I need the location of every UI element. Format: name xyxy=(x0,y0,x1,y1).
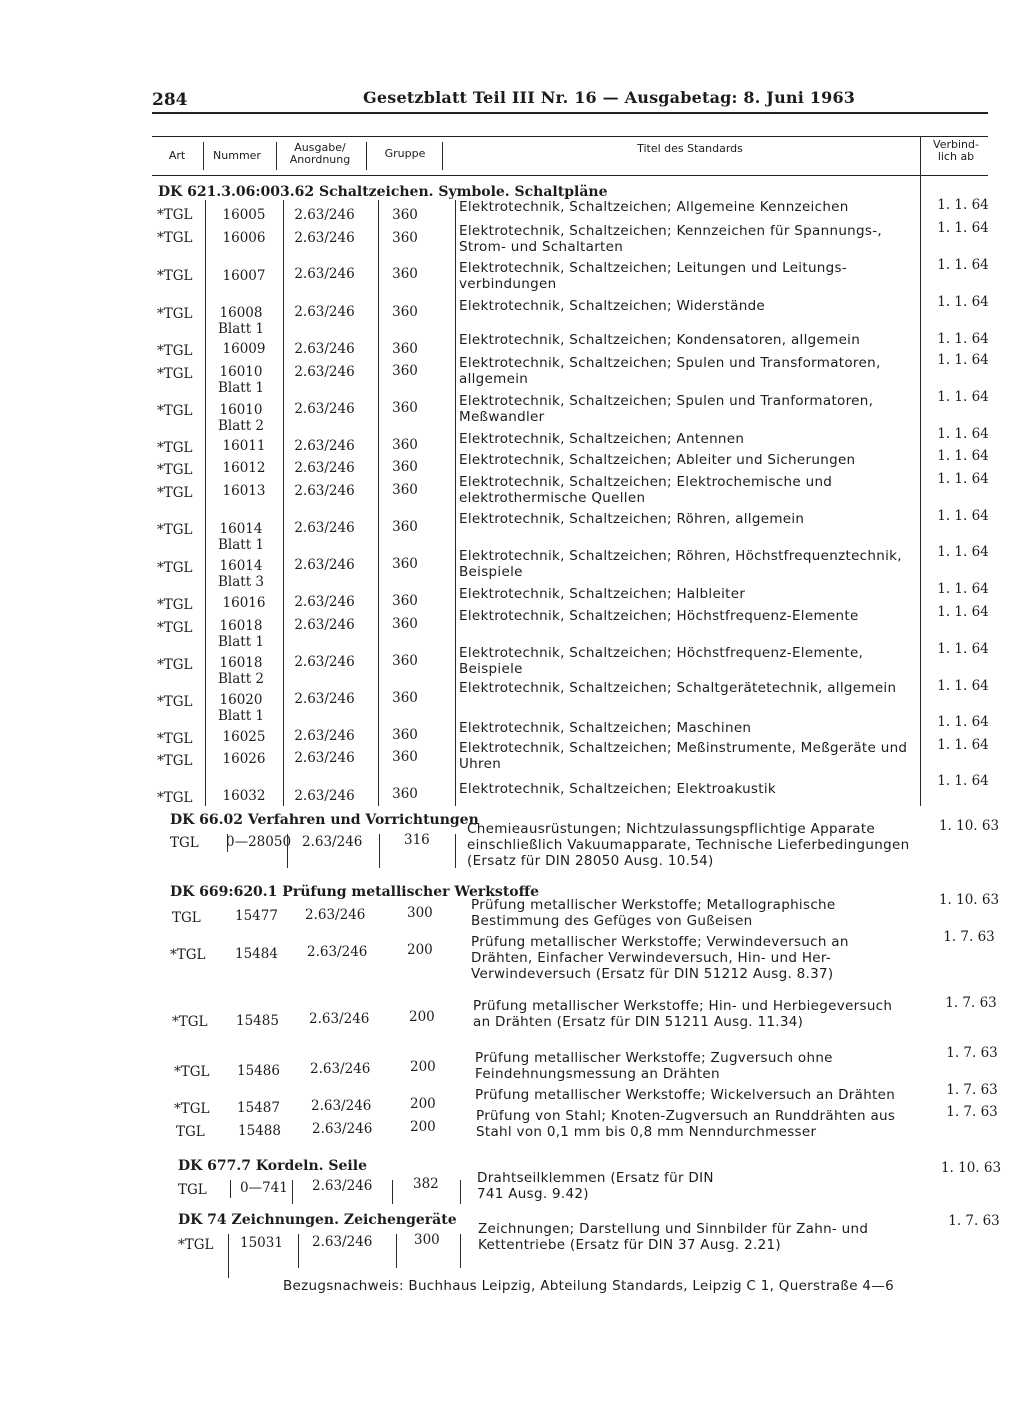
row-gruppe: 360 xyxy=(392,363,418,379)
section-heading: DK 74 Zeichnungen. Zeichengeräte xyxy=(178,1212,457,1228)
row-art: *TGL xyxy=(157,597,193,613)
row-verbindlich: 1. 7. 63 xyxy=(946,1104,998,1120)
row-gruppe: 360 xyxy=(392,727,418,743)
row-nummer: 15484 xyxy=(235,946,278,962)
row-art: *TGL xyxy=(157,657,193,673)
col-head-titel: Titel des Standards xyxy=(637,142,743,155)
col-divider xyxy=(920,176,921,806)
row-titel: Elektrotechnik, Schaltzeichen; Widerstände xyxy=(459,298,766,314)
row-titel: Elektrotechnik, Schaltzeichen; Höchstfrequenz-Elemente xyxy=(459,608,859,624)
row-ausgabe: 2.63/246 xyxy=(305,907,366,923)
row-verbindlich: 1. 1. 64 xyxy=(937,604,989,620)
row-verbindlich: 1. 10. 63 xyxy=(938,818,1000,834)
row-art: *TGL xyxy=(157,403,193,419)
row-art: *TGL xyxy=(157,366,193,382)
row-verbindlich: 1. 1. 64 xyxy=(937,508,989,524)
row-ausgabe: 2.63/246 xyxy=(294,520,355,536)
row-gruppe: 360 xyxy=(392,616,418,632)
row-titel: Drahtseilklemmen (Ersatz für DIN 741 Ausg. 9.42) xyxy=(477,1170,714,1202)
col-head-gruppe: Gruppe xyxy=(384,147,426,160)
col-divider xyxy=(378,200,379,806)
row-verbindlich: 1. 1. 64 xyxy=(937,294,989,310)
row-verbindlich: 1. 1. 64 xyxy=(937,197,989,213)
page-title: Gesetzblatt Teil III Nr. 16 — Ausgabetag: 8. Juni 1963 xyxy=(363,88,856,107)
row-titel: Prüfung metallischer Werkstoffe; Zugversuch ohne Feindehnungsmessung an Drähten xyxy=(475,1050,833,1082)
row-ausgabe: 2.63/246 xyxy=(294,654,355,670)
row-verbindlich: 1. 7. 63 xyxy=(946,1045,998,1061)
row-titel: Elektrotechnik, Schaltzeichen; Höchstfrequenz-Elemente, Beispiele xyxy=(459,645,864,677)
row-nummer: 15031 xyxy=(240,1235,283,1251)
row-ausgabe: 2.63/246 xyxy=(311,1098,372,1114)
row-ausgabe: 2.63/246 xyxy=(294,266,355,282)
row-verbindlich: 1. 1. 64 xyxy=(937,331,989,347)
row-ausgabe: 2.63/246 xyxy=(294,438,355,454)
row-art: TGL xyxy=(178,1182,207,1198)
row-titel: Elektrotechnik, Schaltzeichen; Ableiter und Sicherungen xyxy=(459,452,856,468)
row-art: *TGL xyxy=(157,268,193,284)
row-art: *TGL xyxy=(157,343,193,359)
row-ausgabe: 2.63/246 xyxy=(294,594,355,610)
row-titel: Elektrotechnik, Schaltzeichen; Allgemeine Kennzeichen xyxy=(459,199,849,215)
row-gruppe: 360 xyxy=(392,437,418,453)
row-gruppe: 300 xyxy=(407,905,433,921)
row-art: *TGL xyxy=(174,1064,210,1080)
row-nummer: 15477 xyxy=(235,908,278,924)
row-nummer: 16009 xyxy=(222,341,266,357)
row-verbindlich: 1. 1. 64 xyxy=(937,426,989,442)
col-divider xyxy=(203,142,204,170)
row-ausgabe: 2.63/246 xyxy=(312,1234,373,1250)
row-nummer: 16018 Blatt 1 xyxy=(217,618,265,650)
col-divider xyxy=(298,1234,299,1268)
row-art: *TGL xyxy=(157,230,193,246)
row-titel: Elektrotechnik, Schaltzeichen; Maschinen xyxy=(459,720,752,736)
footer-note: Bezugsnachweis: Buchhaus Leipzig, Abteilung Standards, Leipzig C 1, Querstraße 4—6 xyxy=(283,1278,894,1294)
row-nummer: 16008 Blatt 1 xyxy=(217,305,265,337)
row-art: *TGL xyxy=(157,753,193,769)
row-nummer: 16013 xyxy=(222,483,266,499)
row-gruppe: 200 xyxy=(410,1119,436,1135)
row-titel: Elektrotechnik, Schaltzeichen; Kennzeichen für Spannungs-, Strom- und Schaltarten xyxy=(459,223,883,255)
row-titel: Elektrotechnik, Schaltzeichen; Meßinstrumente, Meßgeräte und Uhren xyxy=(459,740,908,772)
row-ausgabe: 2.63/246 xyxy=(294,617,355,633)
row-verbindlich: 1. 1. 64 xyxy=(937,257,989,273)
row-verbindlich: 1. 1. 64 xyxy=(937,389,989,405)
row-ausgabe: 2.63/246 xyxy=(307,944,368,960)
row-ausgabe: 2.63/246 xyxy=(294,788,355,804)
row-ausgabe: 2.63/246 xyxy=(294,304,355,320)
col-divider xyxy=(392,1180,393,1204)
col-divider xyxy=(396,1234,397,1268)
row-titel: Chemieausrüstungen; Nichtzulassungspflichtige Apparate einschließlich Vakuumapparate, Technische Lieferbedingungen (Ersatz für DIN 28050 Ausg. 10.54) xyxy=(467,821,910,869)
col-head-art: Art xyxy=(168,149,186,162)
row-ausgabe: 2.63/246 xyxy=(309,1011,370,1027)
row-gruppe: 360 xyxy=(392,786,418,802)
row-titel: Elektrotechnik, Schaltzeichen; Leitungen und Leitungs- verbindungen xyxy=(459,260,848,292)
row-verbindlich: 1. 7. 63 xyxy=(946,1082,998,1098)
col-divider xyxy=(230,1180,231,1198)
row-ausgabe: 2.63/246 xyxy=(310,1061,371,1077)
row-nummer: 16020 Blatt 1 xyxy=(217,692,265,724)
row-gruppe: 360 xyxy=(392,593,418,609)
col-divider xyxy=(455,200,456,806)
row-verbindlich: 1. 1. 64 xyxy=(937,220,989,236)
row-gruppe: 360 xyxy=(392,459,418,475)
row-art: *TGL xyxy=(157,731,193,747)
row-gruppe: 200 xyxy=(410,1096,436,1112)
row-verbindlich: 1. 10. 63 xyxy=(940,1160,1002,1176)
row-verbindlich: 1. 1. 64 xyxy=(937,581,989,597)
row-gruppe: 200 xyxy=(409,1009,435,1025)
row-art: *TGL xyxy=(157,462,193,478)
col-divider xyxy=(366,142,367,170)
row-titel: Elektrotechnik, Schaltzeichen; Kondensatoren, allgemein xyxy=(459,332,861,348)
row-gruppe: 300 xyxy=(414,1232,440,1248)
row-gruppe: 360 xyxy=(392,556,418,572)
row-verbindlich: 1. 1. 64 xyxy=(937,471,989,487)
row-verbindlich: 1. 1. 64 xyxy=(937,737,989,753)
col-divider xyxy=(460,1234,461,1268)
table-head-rule xyxy=(152,175,988,176)
row-titel: Elektrotechnik, Schaltzeichen; Spulen und Tranformatoren, Meßwandler xyxy=(459,393,874,425)
row-art: TGL xyxy=(172,910,201,926)
row-titel: Elektrotechnik, Schaltzeichen; Spulen und Transformatoren, allgemein xyxy=(459,355,881,387)
col-head-nummer: Nummer xyxy=(213,149,261,162)
row-art: *TGL xyxy=(157,306,193,322)
row-titel: Elektrotechnik, Schaltzeichen; Schaltgerätetechnik, allgemein xyxy=(459,680,897,696)
row-nummer: 16016 xyxy=(222,595,266,611)
section-heading: DK 669:620.1 Prüfung metallischer Werkstoffe xyxy=(170,884,540,900)
row-titel: Prüfung metallischer Werkstoffe; Metallographische Bestimmung des Gefüges von Gußeisen xyxy=(471,897,836,929)
row-titel: Prüfung metallischer Werkstoffe; Wickelversuch an Drähten xyxy=(475,1087,896,1103)
row-titel: Zeichnungen; Darstellung und Sinnbilder für Zahn- und Kettentriebe (Ersatz für DIN 37 Ausg. 2.21) xyxy=(478,1221,869,1253)
row-ausgabe: 2.63/246 xyxy=(294,483,355,499)
row-verbindlich: 1. 1. 64 xyxy=(937,352,989,368)
row-verbindlich: 1. 7. 63 xyxy=(943,929,995,945)
row-titel: Elektrotechnik, Schaltzeichen; Antennen xyxy=(459,431,745,447)
row-art: *TGL xyxy=(157,790,193,806)
col-divider xyxy=(460,1180,461,1204)
row-titel: Prüfung metallischer Werkstoffe; Hin- und Herbiegeversuch an Drähten (Ersatz für DIN 51211 Ausg. 11.34) xyxy=(473,998,893,1030)
row-titel: Prüfung metallischer Werkstoffe; Verwindeversuch an Drähten, Einfacher Verwindeversuch, Hin- und Her- Verwindeversuch (Ersatz für DIN 51212 Ausg. 8.37) xyxy=(471,934,849,982)
row-ausgabe: 2.63/246 xyxy=(294,750,355,766)
row-gruppe: 382 xyxy=(413,1176,439,1192)
row-gruppe: 200 xyxy=(410,1059,436,1075)
row-nummer: 16011 xyxy=(222,438,266,454)
row-art: *TGL xyxy=(178,1237,214,1253)
row-gruppe: 360 xyxy=(392,749,418,765)
row-nummer: 16007 xyxy=(222,268,266,284)
col-divider xyxy=(920,136,921,176)
row-nummer: 16014 Blatt 1 xyxy=(217,521,265,553)
row-art: *TGL xyxy=(172,1014,208,1030)
row-nummer: 16032 xyxy=(222,788,266,804)
section-heading: DK 677.7 Kordeln. Seile xyxy=(178,1158,367,1174)
col-head-verbindlich: Verbind- lich ab xyxy=(933,138,979,163)
row-gruppe: 360 xyxy=(392,304,418,320)
row-verbindlich: 1. 1. 64 xyxy=(937,641,989,657)
col-divider xyxy=(276,142,277,170)
col-divider xyxy=(283,200,284,806)
row-verbindlich: 1. 1. 64 xyxy=(937,714,989,730)
row-ausgabe: 2.63/246 xyxy=(294,207,355,223)
header-rule xyxy=(152,112,988,114)
row-nummer: 0—741 xyxy=(240,1180,288,1196)
row-gruppe: 360 xyxy=(392,482,418,498)
row-nummer: 16026 xyxy=(222,751,266,767)
row-nummer: 16014 Blatt 3 xyxy=(217,558,265,590)
row-titel: Elektrotechnik, Schaltzeichen; Röhren, Höchstfrequenztechnik, Beispiele xyxy=(459,548,902,580)
row-gruppe: 316 xyxy=(404,832,430,848)
row-gruppe: 360 xyxy=(392,266,418,282)
row-gruppe: 360 xyxy=(392,207,418,223)
row-art: TGL xyxy=(170,835,199,851)
row-gruppe: 360 xyxy=(392,230,418,246)
row-nummer: 16010 Blatt 1 xyxy=(217,364,265,396)
row-ausgabe: 2.63/246 xyxy=(302,834,363,850)
row-ausgabe: 2.63/246 xyxy=(294,691,355,707)
row-nummer: 16005 xyxy=(222,207,266,223)
section-heading: DK 621.3.06:003.62 Schaltzeichen. Symbole. Schaltpläne xyxy=(158,184,608,200)
row-nummer: 16006 xyxy=(222,230,266,246)
row-titel: Elektrotechnik, Schaltzeichen; Röhren, allgemein xyxy=(459,511,805,527)
row-gruppe: 360 xyxy=(392,519,418,535)
row-gruppe: 360 xyxy=(392,341,418,357)
row-nummer: 15487 xyxy=(237,1100,280,1116)
row-art: *TGL xyxy=(157,207,193,223)
col-divider xyxy=(455,834,456,868)
col-divider xyxy=(379,834,380,868)
col-head-ausgabe: Ausgabe/ Anordnung xyxy=(289,141,351,166)
row-nummer: 15486 xyxy=(237,1063,280,1079)
row-gruppe: 360 xyxy=(392,653,418,669)
row-art: *TGL xyxy=(157,522,193,538)
page-number: 284 xyxy=(152,90,188,110)
col-divider xyxy=(228,1234,229,1278)
row-ausgabe: 2.63/246 xyxy=(294,341,355,357)
row-nummer: 15488 xyxy=(238,1123,281,1139)
row-art: TGL xyxy=(176,1124,205,1140)
row-art: *TGL xyxy=(157,620,193,636)
row-ausgabe: 2.63/246 xyxy=(312,1178,373,1194)
row-art: *TGL xyxy=(157,560,193,576)
row-nummer: 16025 xyxy=(222,729,266,745)
row-ausgabe: 2.63/246 xyxy=(312,1121,373,1137)
row-gruppe: 360 xyxy=(392,400,418,416)
row-verbindlich: 1. 7. 63 xyxy=(948,1213,1000,1229)
row-nummer: 16012 xyxy=(222,460,266,476)
row-nummer: 0—28050 xyxy=(226,834,292,850)
row-art: *TGL xyxy=(157,694,193,710)
table-top-rule xyxy=(152,136,988,137)
row-verbindlich: 1. 1. 64 xyxy=(937,678,989,694)
row-verbindlich: 1. 1. 64 xyxy=(937,773,989,789)
row-nummer: 16018 Blatt 2 xyxy=(217,655,265,687)
row-gruppe: 200 xyxy=(407,942,433,958)
row-ausgabe: 2.63/246 xyxy=(294,728,355,744)
row-titel: Elektrotechnik, Schaltzeichen; Elektrochemische und elektrothermische Quellen xyxy=(459,474,833,506)
row-verbindlich: 1. 1. 64 xyxy=(937,448,989,464)
row-gruppe: 360 xyxy=(392,690,418,706)
row-titel: Elektrotechnik, Schaltzeichen; Halbleiter xyxy=(459,586,746,602)
row-ausgabe: 2.63/246 xyxy=(294,401,355,417)
row-art: *TGL xyxy=(170,947,206,963)
row-verbindlich: 1. 7. 63 xyxy=(945,995,997,1011)
section-heading: DK 66.02 Verfahren und Vorrichtungen xyxy=(170,812,479,828)
row-ausgabe: 2.63/246 xyxy=(294,557,355,573)
row-verbindlich: 1. 1. 64 xyxy=(937,544,989,560)
row-art: *TGL xyxy=(157,440,193,456)
row-ausgabe: 2.63/246 xyxy=(294,460,355,476)
row-titel: Prüfung von Stahl; Knoten-Zugversuch an Runddrähten aus Stahl von 0,1 mm bis 0,8 mm Nenndurchmesser xyxy=(476,1108,896,1140)
row-art: *TGL xyxy=(174,1101,210,1117)
row-nummer: 15485 xyxy=(236,1013,279,1029)
row-nummer: 16010 Blatt 2 xyxy=(217,402,265,434)
row-titel: Elektrotechnik, Schaltzeichen; Elektroakustik xyxy=(459,781,777,797)
col-divider xyxy=(442,142,443,170)
row-ausgabe: 2.63/246 xyxy=(294,230,355,246)
row-verbindlich: 1. 10. 63 xyxy=(938,892,1000,908)
col-divider xyxy=(292,1180,293,1204)
row-ausgabe: 2.63/246 xyxy=(294,364,355,380)
row-art: *TGL xyxy=(157,485,193,501)
